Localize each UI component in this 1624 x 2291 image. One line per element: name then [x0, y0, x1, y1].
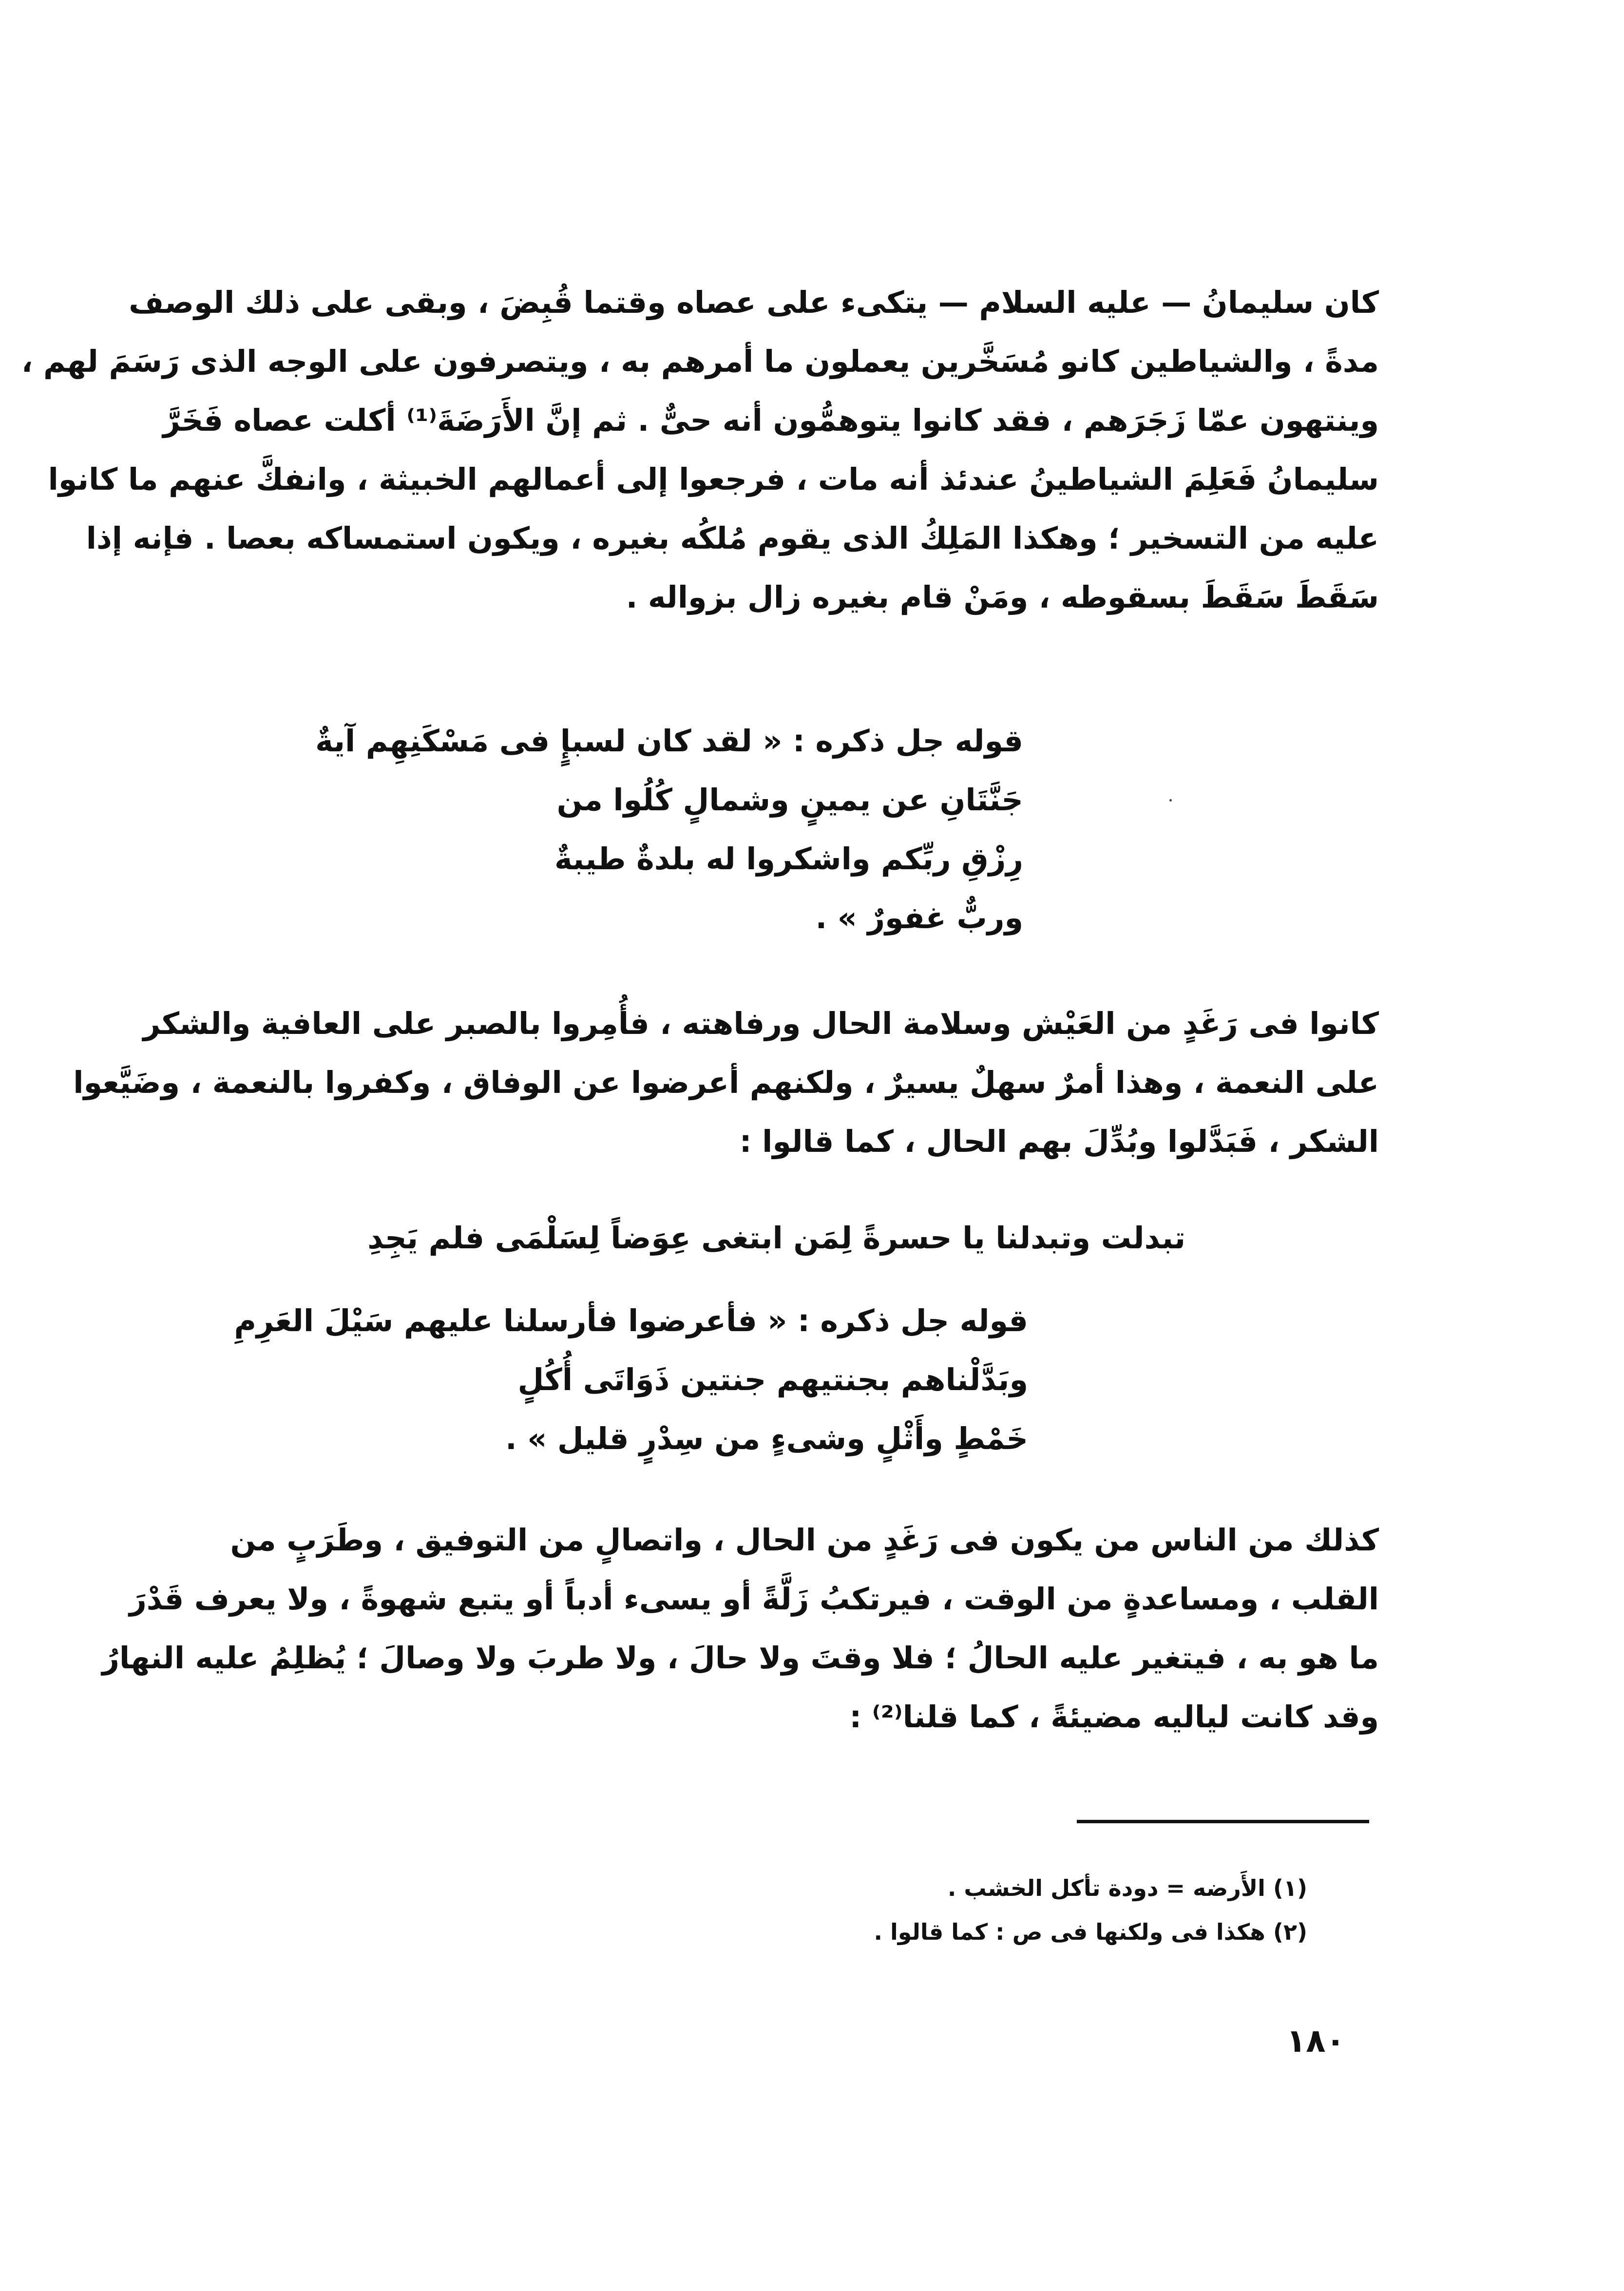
text-line: كان سليمانُ — عليه السلام — يتكىء على عصاه وقتما قُبِضَ ، وبقى على ذلك الوصف — [129, 285, 1379, 320]
text-line: قوله جل ذكره : « فأعرضوا فأرسلنا عليهم سَيْلَ العَرِمِ — [234, 1303, 1028, 1338]
text-line: مدةً ، والشياطين كانو مُسَخَّرين يعملون ما أمرهم به ، ويتصرفون على الوجه الذى رَسَمَ لهم ، — [21, 344, 1379, 379]
text-line: سليمانُ فَعَلِمَ الشياطينُ عندئذ أنه مات ، فرجعوا إلى أعمالهم الخبيثة ، وانفكَّ عنهم ما كانوا — [48, 461, 1379, 497]
text-line: عليه من التسخير ؛ وهكذا المَلِكُ الذى يقوم مُلكُه بغيره ، ويكون استمساكه بعصا . فإنه إذا — [86, 520, 1379, 556]
text-line: قوله جل ذكره : « لقد كان لسبإٍ فى مَسْكَنِهِم آيةٌ — [315, 723, 1023, 759]
quote-1 — [315, 711, 1023, 947]
text-line: كذلك من الناس من يكون فى رَغَدٍ من الحال ، واتصالٍ من التوفيق ، وطَرَبٍ من — [230, 1522, 1379, 1558]
text-line: خَمْطٍ وأَثْلٍ وشىءٍ من سِدْرٍ قليل » . — [505, 1421, 1028, 1456]
text-line: سَقَطَ سَقَطَ بسقوطه ، ومَنْ قام بغيره زال بزواله . — [626, 579, 1379, 615]
paragraph-1 — [21, 273, 1379, 627]
text-line: الشكر ، فَبَدَّلوا وبُدِّلَ بهم الحال ، كما قالوا : — [739, 1124, 1379, 1159]
poetry-verse: تبدلت وتبدلنا يا حسرةً لِمَن ابتغى عِوَضاً لِسَلْمَى فلم يَجِدِ — [367, 1220, 1185, 1256]
page-number: ١٨٠ — [1286, 2022, 1345, 2060]
footnote-2: (٢) هكذا فى ولكنها فى ص : كما قالوا . — [874, 1919, 1307, 1945]
text-line: وبَدَّلْناهم بجنتيهم جنتين ذَوَاتَى أُكُلٍ — [517, 1362, 1028, 1397]
text-line: القلب ، ومساعدةٍ من الوقت ، فيرتكبُ زَلَّةً أو يسىء أدباً أو يتبع شهوةً ، ولا يعرف قَدْرَ — [129, 1581, 1379, 1617]
quote-2 — [234, 1291, 1028, 1468]
footnote-1: (١) الأَرضه = دودة تأكل الخشب . — [947, 1875, 1307, 1901]
text-line: كانوا فى رَغَدٍ من العَيْش وسلامة الحال ورفاهته ، فأُمِروا بالصبر على العافية والشكر — [143, 1006, 1379, 1041]
paragraph-2 — [73, 994, 1379, 1171]
text-line: وينتهون عمّا زَجَرَهم ، فقد كانوا يتوهمُّون أنه حىٌّ . ثم إنَّ الأَرَضَةَ⁽¹⁾ أكلت عصاه فَخَرَّ — [163, 402, 1379, 438]
text-line: على النعمة ، وهذا أمرٌ سهلٌ يسيرٌ ، ولكنهم أعرضوا عن الوفاق ، وكفروا بالنعمة ، وضَيَّعوا — [73, 1065, 1379, 1100]
paragraph-3 — [102, 1510, 1379, 1746]
footnote-divider — [1077, 1820, 1369, 1823]
text-line: رِزْقِ ربِّكم واشكروا له بلدةٌ طيبةٌ — [554, 841, 1023, 877]
text-line: جَنَّتَانِ عن يمينٍ وشمالٍ كُلُوا من — [556, 782, 1023, 818]
text-line: وربٌّ غفورٌ » . — [815, 900, 1023, 935]
text-line: وقد كانت لياليه مضيئةً ، كما قلنا⁽²⁾ : — [849, 1699, 1379, 1735]
scan-speck — [1169, 799, 1172, 802]
text-line: ما هو به ، فيتغير عليه الحالُ ؛ فلا وقتَ ولا حالَ ، ولا طربَ ولا وصالَ ؛ يُظلِمُ عليه النهارُ — [102, 1640, 1379, 1676]
